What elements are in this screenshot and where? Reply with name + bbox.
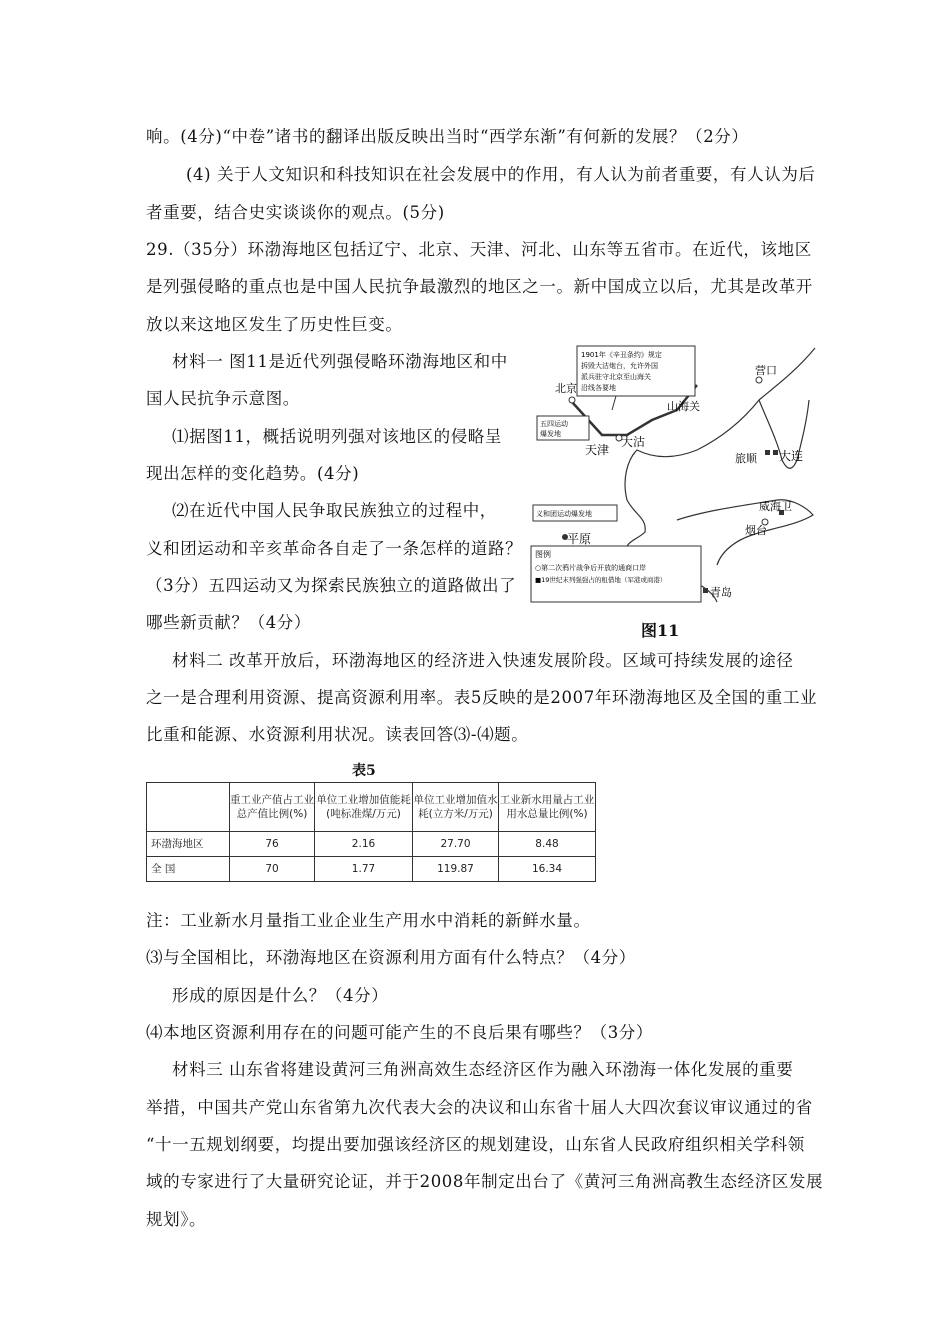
material-3-line-3: “十一五规划纲要，均提出要加强该经济区的规划建设，山东省人民政府组织相关学科领: [146, 1135, 805, 1154]
boxer-text: 义和团运动爆发地: [536, 510, 592, 518]
line-4: 29.（35分）环渤海地区包括辽宁、北京、天津、河北、山东等五省市。在近代，该地区: [146, 240, 812, 259]
line-2: (4) 关于人文知识和科技知识在社会发展中的作用，有人认为前者重要，有人认为后: [186, 165, 816, 184]
treaty-text-2: 拆毁大沽炮台，允许外国: [581, 362, 658, 370]
header-energy: 单位工业增加值能耗(吨标准煤/万元): [315, 783, 413, 832]
label-dagu: 大沽: [621, 435, 646, 449]
cell-value: 8.48: [499, 832, 596, 857]
line-16: 之一是合理利用资源、提高资源利用率。表5反映的是2007年环渤海地区及全国的重工业: [146, 688, 818, 707]
yingkou-marker: [756, 377, 762, 383]
cell-value: 1.77: [315, 857, 413, 882]
label-tianjin: 天津: [585, 443, 610, 457]
material-3-line-5: 规划》。: [146, 1210, 207, 1229]
treaty-text-4: 沿线各要地: [581, 384, 616, 392]
line-12: 义和团运动和辛亥革命各自走了一条怎样的道路？: [146, 539, 523, 558]
question-3b: 形成的原因是什么？（4分）: [172, 986, 389, 1005]
line-14: 哪些新贡献？（4分）: [146, 613, 311, 632]
legend-item-2: ■19世纪末列强强占的租借地（军港或商港）: [535, 576, 667, 584]
legend-title: 图例: [535, 550, 551, 559]
line-11: ⑵在近代中国人民争取民族独立的过程中，: [172, 501, 497, 520]
cell-value: 2.16: [315, 832, 413, 857]
lushun-marker: [765, 450, 770, 455]
line-13: （3分）五四运动又为探索民族独立的道路做出了: [146, 576, 517, 595]
beijing-marker: [569, 397, 575, 403]
question-4: ⑷本地区资源利用存在的问题可能产生的不良后果有哪些？（3分）: [146, 1023, 653, 1042]
header-region: [147, 783, 230, 832]
line-15: 材料二 改革开放后，环渤海地区的经济进入快速发展阶段。区域可持续发展的途径: [172, 651, 794, 670]
material-3-line-4: 域的专家进行了大量研究论证，并于2008年制定出台了《黄河三角洲高教生态经济区发展: [146, 1172, 824, 1191]
line-3: 者重要，结合史实谈谈你的观点。(5分): [146, 203, 445, 222]
legend-item-1: ○第二次鸦片战争后开放的通商口岸: [535, 564, 647, 572]
label-lushun: 旅顺: [735, 452, 757, 465]
header-new-water: 工业新水用量占工业用水总量比例(%): [499, 783, 596, 832]
label-yantai: 烟台: [745, 524, 767, 537]
map-caption: 图11: [641, 621, 680, 640]
treaty-text-1: 1901年《辛丑条约》规定: [581, 351, 662, 359]
treaty-text-3: 派兵驻守北京至山海关: [581, 373, 651, 381]
resource-table: [146, 782, 596, 882]
may-fourth-text-2: 爆发地: [540, 430, 561, 438]
cell-region: 环渤海地区: [147, 832, 230, 857]
question-3a: ⑶与全国相比，环渤海地区在资源利用方面有什么特点？（4分）: [146, 948, 636, 967]
legend-box: [531, 546, 701, 602]
cell-value: 27.70: [413, 832, 499, 857]
table-row: [147, 832, 596, 857]
table-header-row: [147, 783, 596, 832]
cell-value: 119.87: [413, 857, 499, 882]
table-row: [147, 857, 596, 882]
line-6: 放以来这地区发生了历史性巨变。: [146, 315, 403, 334]
line-9: ⑴据图11，概括说明列强对该地区的侵略呈: [172, 427, 502, 446]
line-1: 响。(4分)“中卷”诸书的翻译出版反映出当时“西学东渐”有何新的发展？（2分）: [146, 127, 749, 146]
qingdao-marker: [703, 588, 708, 593]
label-shanhaiguan: 山海关: [667, 400, 700, 413]
line-7: 材料一 图11是近代列强侵略环渤海地区和中: [172, 352, 508, 371]
line-5: 是列强侵略的重点也是中国人民抗争最激烈的地区之一。新中国成立以后，尤其是改革开: [146, 277, 813, 296]
label-pingyuan: 平原: [567, 532, 592, 546]
table-caption: 表5: [352, 763, 376, 779]
cell-value: 70: [230, 857, 315, 882]
label-weihaiwei: 威海卫: [759, 500, 792, 513]
map-figure-11: [527, 340, 819, 606]
cell-value: 16.34: [499, 857, 596, 882]
line-8: 国人民抗争示意图。: [146, 389, 300, 408]
label-yingkou: 营口: [755, 364, 777, 377]
dalian-marker: [773, 450, 778, 455]
label-dalian: 大连: [779, 449, 804, 463]
line-17: 比重和能源、水资源利用状况。读表回答⑶-⑷题。: [146, 725, 529, 744]
cell-value: 76: [230, 832, 315, 857]
cell-region: 全 国: [147, 857, 230, 882]
header-water: 单位工业增加值水耗(立方米/万元): [413, 783, 499, 832]
label-qingdao: 青岛: [710, 586, 732, 599]
may-fourth-text-1: 五四运动: [540, 420, 568, 428]
label-beijing: 北京: [555, 382, 577, 395]
line-10: 现出怎样的变化趋势。(4分): [146, 464, 360, 483]
table-note: 注：工业新水月量指工业企业生产用水中消耗的新鲜水量。: [146, 911, 591, 930]
header-heavy-industry: 重工业产值占工业总产值比例(%): [230, 783, 315, 832]
material-3-line-1: 材料三 山东省将建设黄河三角洲高效生态经济区作为融入环渤海一体化发展的重要: [172, 1060, 794, 1079]
material-3-line-2: 举措，中国共产党山东省第九次代表大会的决议和山东省十届人大四次套议审议通过的省: [146, 1098, 813, 1117]
